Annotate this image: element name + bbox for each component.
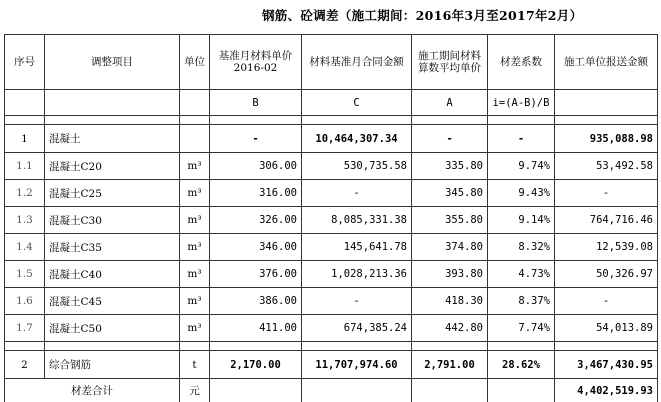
cell-avg-price: 345.80 xyxy=(412,180,488,207)
cell-avg-price: 2,791.00 xyxy=(412,351,488,379)
cell-coef: - xyxy=(488,125,555,153)
cell-coef: 9.43% xyxy=(488,180,555,207)
cell-item: 混凝土C20 xyxy=(45,153,180,180)
cell-base-amount: 11,707,974.60 xyxy=(302,351,412,379)
table-row xyxy=(5,207,658,234)
table-row xyxy=(5,180,658,207)
code-base-amount: C xyxy=(302,90,412,116)
total-label: 材差合计 xyxy=(5,379,180,402)
cell-no: 1.5 xyxy=(5,261,45,288)
cell-unit: m³ xyxy=(180,288,210,315)
adjustment-table xyxy=(4,34,658,402)
cell-avg-price: 335.80 xyxy=(412,153,488,180)
total-row xyxy=(5,379,658,402)
cell-report: 53,492.58 xyxy=(555,153,658,180)
cell-coef: 9.74% xyxy=(488,153,555,180)
spacer-row xyxy=(5,116,658,125)
cell-item: 混凝土C35 xyxy=(45,234,180,261)
cell-item: 混凝土 xyxy=(45,125,180,153)
cell-no: 1.2 xyxy=(5,180,45,207)
cell-item: 混凝土C45 xyxy=(45,288,180,315)
cell-base-price: 411.00 xyxy=(210,315,302,342)
cell-avg-price: - xyxy=(412,125,488,153)
cell-coef: 9.14% xyxy=(488,207,555,234)
cell-no: 1.4 xyxy=(5,234,45,261)
col-header-base-price: 基准月材料单价 2016-02 xyxy=(210,35,302,90)
cell-item: 混凝土C40 xyxy=(45,261,180,288)
cell-base-amount: 145,641.78 xyxy=(302,234,412,261)
col-header-report: 施工单位报送金额 xyxy=(555,35,658,90)
cell-base-amount: - xyxy=(302,180,412,207)
col-header-unit: 单位 xyxy=(180,35,210,90)
cell-avg-price: 355.80 xyxy=(412,207,488,234)
cell-coef: 8.37% xyxy=(488,288,555,315)
col-header-coef: 材差系数 xyxy=(488,35,555,90)
col-header-item: 调整项目 xyxy=(45,35,180,90)
code-base-price: B xyxy=(210,90,302,116)
cell-unit: m³ xyxy=(180,234,210,261)
table-title: 钢筋、砼调差（施工期间：2016年3月至2017年2月） xyxy=(262,8,583,23)
total-report: 4,402,519.93 xyxy=(555,379,658,402)
table-row xyxy=(5,351,658,379)
cell-base-amount: - xyxy=(302,288,412,315)
cell-base-amount: 530,735.58 xyxy=(302,153,412,180)
cell-base-price: 2,170.00 xyxy=(210,351,302,379)
cell-coef: 8.32% xyxy=(488,234,555,261)
table-row xyxy=(5,261,658,288)
cell-avg-price: 442.80 xyxy=(412,315,488,342)
cell-avg-price: 393.80 xyxy=(412,261,488,288)
cell-avg-price: 374.80 xyxy=(412,234,488,261)
cell-item: 综合钢筋 xyxy=(45,351,180,379)
cell-report: 12,539.08 xyxy=(555,234,658,261)
table-row xyxy=(5,288,658,315)
cell-coef: 4.73% xyxy=(488,261,555,288)
col-header-avg-price: 施工期间材料算数平均单价 xyxy=(412,35,488,90)
cell-report: 50,326.97 xyxy=(555,261,658,288)
cell-report: 935,088.98 xyxy=(555,125,658,153)
cell-item: 混凝土C50 xyxy=(45,315,180,342)
cell-base-price: 376.00 xyxy=(210,261,302,288)
cell-unit: m³ xyxy=(180,261,210,288)
total-unit: 元 xyxy=(180,379,210,402)
cell-coef: 28.62% xyxy=(488,351,555,379)
cell-base-amount: 10,464,307.34 xyxy=(302,125,412,153)
cell-unit: m³ xyxy=(180,315,210,342)
cell-base-price: 326.00 xyxy=(210,207,302,234)
cell-base-amount: 1,028,213.36 xyxy=(302,261,412,288)
cell-base-amount: 674,385.24 xyxy=(302,315,412,342)
cell-report: 764,716.46 xyxy=(555,207,658,234)
cell-no: 1 xyxy=(5,125,45,153)
cell-base-price: - xyxy=(210,125,302,153)
cell-unit: m³ xyxy=(180,153,210,180)
cell-report: - xyxy=(555,180,658,207)
code-avg-price: A xyxy=(412,90,488,116)
cell-no: 1.6 xyxy=(5,288,45,315)
cell-report: - xyxy=(555,288,658,315)
cell-base-price: 306.00 xyxy=(210,153,302,180)
cell-no: 1.1 xyxy=(5,153,45,180)
cell-unit xyxy=(180,125,210,153)
cell-base-amount: 8,085,331.38 xyxy=(302,207,412,234)
col-header-base-amount: 材料基准月合同金额 xyxy=(302,35,412,90)
cell-coef: 7.74% xyxy=(488,315,555,342)
code-coef: i=(A-B)/B xyxy=(488,90,555,116)
table-row xyxy=(5,125,658,153)
cell-no: 2 xyxy=(5,351,45,379)
cell-unit: t xyxy=(180,351,210,379)
cell-no: 1.3 xyxy=(5,207,45,234)
table-row xyxy=(5,153,658,180)
cell-base-price: 346.00 xyxy=(210,234,302,261)
cell-base-price: 316.00 xyxy=(210,180,302,207)
code-row xyxy=(5,90,658,116)
cell-report: 3,467,430.95 xyxy=(555,351,658,379)
table-row xyxy=(5,315,658,342)
cell-item: 混凝土C30 xyxy=(45,207,180,234)
col-header-no: 序号 xyxy=(5,35,45,90)
cell-unit: m³ xyxy=(180,180,210,207)
cell-no: 1.7 xyxy=(5,315,45,342)
header-row xyxy=(5,35,658,90)
cell-unit: m³ xyxy=(180,207,210,234)
cell-report: 54,013.89 xyxy=(555,315,658,342)
cell-item: 混凝土C25 xyxy=(45,180,180,207)
cell-base-price: 386.00 xyxy=(210,288,302,315)
table-row xyxy=(5,234,658,261)
cell-avg-price: 418.30 xyxy=(412,288,488,315)
spacer-row xyxy=(5,342,658,351)
